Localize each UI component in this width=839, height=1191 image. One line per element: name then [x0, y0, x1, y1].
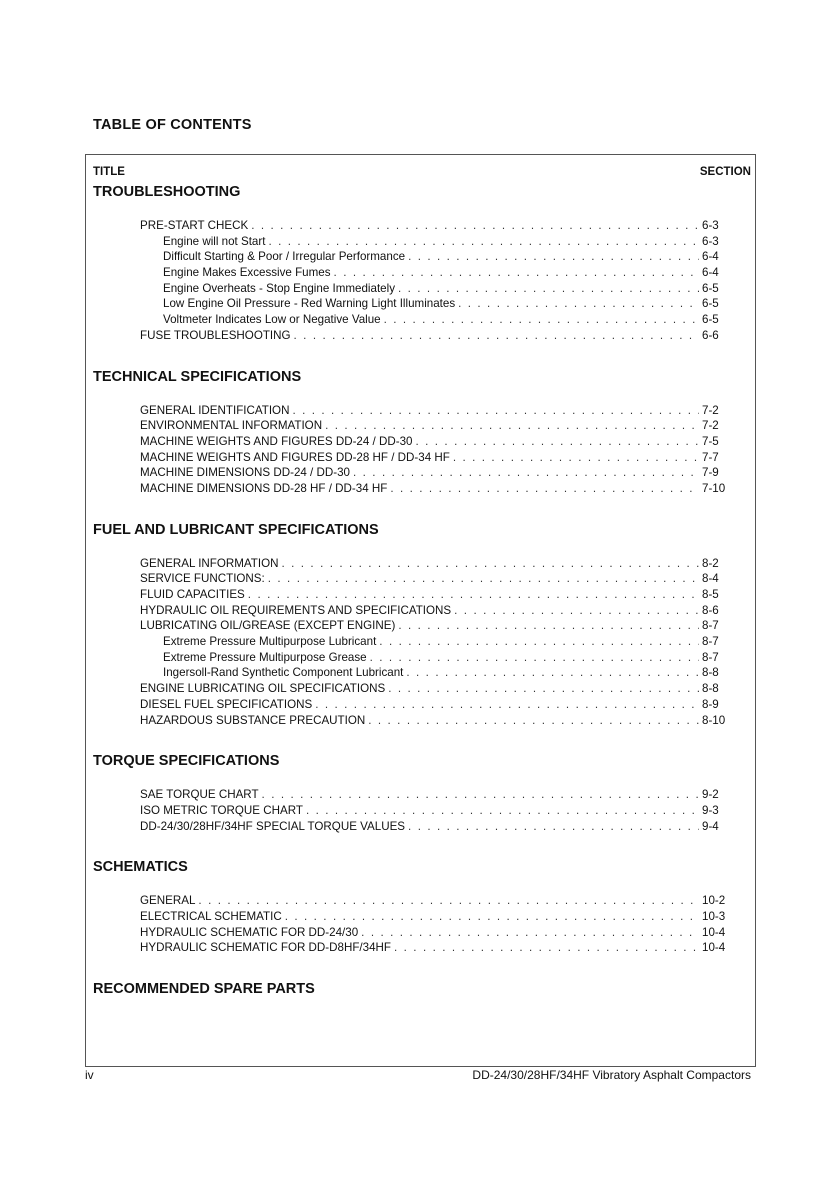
toc-entry-page: 8-10 — [702, 713, 726, 727]
toc-entry[interactable] — [93, 803, 739, 819]
dot-leader — [370, 650, 699, 666]
toc-entry-page: 8-5 — [702, 588, 719, 601]
toc-subentry[interactable] — [93, 265, 739, 281]
toc-entry-page: 7-2 — [702, 419, 719, 433]
toc-entry-page: 8-6 — [702, 603, 719, 617]
toc-entry-label: MACHINE DIMENSIONS DD-24 / DD-30 — [140, 466, 351, 480]
toc-content — [93, 181, 739, 1000]
toc-entry-page: 8-9 — [702, 697, 719, 711]
dot-leader — [453, 450, 699, 466]
toc-entry-list — [93, 893, 739, 956]
section-heading[interactable]: TORQUE SPECIFICATIONS — [93, 753, 280, 770]
toc-entry[interactable] — [93, 418, 739, 434]
toc-subentry[interactable] — [93, 665, 739, 681]
toc-entry-label: Difficult Starting & Poor / Irregular Performance — [163, 250, 406, 264]
toc-entry[interactable] — [93, 893, 739, 909]
section-heading[interactable]: TROUBLESHOOTING — [93, 184, 241, 200]
toc-entry-label: Engine will not Start — [163, 234, 266, 248]
toc-entry-label: GENERAL IDENTIFICATION — [140, 403, 290, 417]
dot-leader — [285, 909, 699, 925]
toc-entry-page: 10-3 — [702, 909, 726, 923]
toc-entry-page: 6-3 — [702, 234, 719, 248]
toc-entry-page: 7-9 — [702, 466, 719, 480]
dot-leader — [292, 403, 699, 419]
toc-entry-label: Engine Overheats - Stop Engine Immediately — [163, 281, 395, 295]
toc-entry[interactable] — [93, 925, 739, 941]
dot-leader — [384, 312, 699, 328]
toc-entry-page: 9-4 — [702, 819, 719, 833]
toc-entry-page: 8-8 — [702, 682, 719, 696]
toc-entry[interactable] — [93, 819, 739, 835]
toc-entry-label: Engine Makes Excessive Fumes — [163, 266, 331, 280]
toc-entry-page: 8-4 — [702, 572, 719, 586]
toc-entry[interactable] — [93, 403, 739, 419]
dot-leader — [294, 328, 699, 344]
toc-entry-list — [93, 403, 739, 497]
toc-entry-label: Extreme Pressure Multipurpose Grease — [163, 650, 367, 664]
toc-entry-label: Extreme Pressure Multipurpose Lubricant — [163, 635, 377, 649]
dot-leader — [251, 218, 699, 234]
toc-entry-label: GENERAL — [140, 894, 196, 908]
toc-entry-label: MACHINE DIMENSIONS DD-28 HF / DD-34 HF — [140, 481, 388, 495]
toc-entry-label: MACHINE WEIGHTS AND FIGURES DD-28 HF / DD-34 HF — [140, 450, 450, 464]
toc-entry-page: 6-5 — [702, 297, 719, 311]
dot-leader — [398, 618, 699, 634]
toc-entry[interactable] — [93, 450, 739, 466]
toc-entry-page: 9-3 — [702, 803, 719, 817]
toc-entry-page: 7-5 — [702, 434, 719, 448]
dot-leader — [306, 803, 699, 819]
section-heading[interactable]: RECOMMENDED SPARE PARTS — [93, 981, 315, 997]
toc-entry-label: DIESEL FUEL SPECIFICATIONS — [140, 697, 313, 711]
dot-leader — [361, 925, 699, 941]
toc-entry-label: PRE-START CHECK — [140, 219, 249, 232]
footer-page-number: iv — [85, 1068, 94, 1082]
toc-entry-page: 8-7 — [702, 619, 719, 633]
toc-entry-page: 6-6 — [702, 328, 719, 342]
toc-entry-label: SAE TORQUE CHART — [140, 788, 259, 802]
toc-entry[interactable] — [93, 465, 739, 481]
dot-leader — [408, 819, 699, 835]
dot-leader — [394, 940, 699, 956]
dot-leader — [416, 434, 700, 450]
dot-leader — [379, 634, 699, 650]
toc-entry[interactable] — [93, 603, 739, 619]
toc-entry-list — [93, 787, 739, 834]
page-title: TABLE OF CONTENTS — [93, 117, 252, 133]
toc-entry-label: FLUID CAPACITIES — [140, 588, 245, 601]
toc-entry[interactable] — [93, 556, 739, 572]
dot-leader — [334, 265, 699, 281]
section-heading[interactable]: SCHEMATICS — [93, 859, 188, 876]
toc-entry-label: Ingersoll-Rand Synthetic Component Lubricant — [163, 666, 404, 680]
toc-entry-page: 8-8 — [702, 666, 719, 680]
toc-entry-label: Low Engine Oil Pressure - Red Warning Light Illuminates — [163, 297, 456, 311]
dot-leader — [315, 697, 699, 713]
toc-entry[interactable] — [93, 481, 739, 497]
toc-entry-label: DD-24/30/28HF/34HF SPECIAL TORQUE VALUES — [140, 819, 406, 833]
toc-subentry[interactable] — [93, 234, 739, 250]
toc-entry-page: 6-5 — [702, 313, 719, 327]
dot-leader — [368, 713, 699, 729]
toc-entry-page: 10-4 — [702, 925, 726, 939]
dot-leader — [198, 893, 699, 909]
toc-subentry[interactable] — [93, 634, 739, 650]
toc-entry[interactable] — [93, 940, 739, 956]
toc-entry-label: Voltmeter Indicates Low or Negative Value — [163, 313, 381, 327]
dot-leader — [282, 556, 700, 572]
toc-entry[interactable] — [93, 618, 739, 634]
column-header-title: TITLE — [93, 166, 125, 178]
toc-entry-list — [93, 556, 739, 729]
toc-entry-label: HAZARDOUS SUBSTANCE PRECAUTION — [140, 713, 366, 727]
toc-entry[interactable] — [93, 681, 739, 697]
toc-entry-label: MACHINE WEIGHTS AND FIGURES DD-24 / DD-30 — [140, 434, 413, 448]
toc-entry-page: 7-2 — [702, 403, 719, 417]
dot-leader — [268, 234, 699, 250]
toc-entry-page: 10-4 — [702, 941, 726, 955]
dot-leader — [268, 571, 699, 587]
toc-entry-page: 6-3 — [702, 219, 719, 232]
toc-subentry[interactable] — [93, 281, 739, 297]
dot-leader — [408, 249, 699, 265]
toc-entry-label: LUBRICATING OIL/GREASE (EXCEPT ENGINE) — [140, 619, 396, 633]
section-heading[interactable]: TECHNICAL SPECIFICATIONS — [93, 368, 302, 385]
toc-entry-label: ISO METRIC TORQUE CHART — [140, 803, 303, 817]
toc-entry-page: 10-2 — [702, 894, 726, 908]
dot-leader — [353, 465, 699, 481]
toc-entry[interactable] — [93, 434, 739, 450]
toc-entry-page: 8-7 — [702, 650, 719, 664]
toc-entry[interactable] — [93, 713, 739, 729]
toc-entry-label: SERVICE FUNCTIONS: — [140, 572, 265, 586]
dot-leader — [388, 681, 699, 697]
toc-subentry[interactable] — [93, 249, 739, 265]
toc-subentry[interactable] — [93, 650, 739, 666]
toc-entry-page: 7-10 — [702, 481, 726, 495]
toc-entry-label: HYDRAULIC SCHEMATIC FOR DD-24/30 — [140, 925, 359, 939]
toc-entry-list — [93, 218, 739, 344]
toc-entry-page: 8-2 — [702, 556, 719, 570]
toc-entry[interactable] — [93, 787, 739, 803]
toc-entry-page: 6-5 — [702, 281, 719, 295]
dot-leader — [248, 587, 699, 603]
footer-document-title: DD-24/30/28HF/34HF Vibratory Asphalt Compactors — [472, 1068, 751, 1082]
toc-entry-label: FUSE TROUBLESHOOTING — [140, 328, 291, 342]
toc-entry-page: 7-7 — [702, 450, 719, 464]
dot-leader — [390, 481, 699, 497]
toc-entry[interactable] — [93, 328, 739, 344]
toc-entry-label: ENVIRONMENTAL INFORMATION — [140, 419, 323, 433]
toc-entry-label: ELECTRICAL SCHEMATIC — [140, 909, 282, 923]
toc-entry[interactable] — [93, 697, 739, 713]
dot-leader — [454, 603, 699, 619]
toc-subentry[interactable] — [93, 296, 739, 312]
toc-entry[interactable] — [93, 571, 739, 587]
toc-entry-page: 9-2 — [702, 788, 719, 802]
toc-entry-label: ENGINE LUBRICATING OIL SPECIFICATIONS — [140, 682, 386, 696]
toc-entry-page: 6-4 — [702, 266, 719, 280]
dot-leader — [406, 665, 699, 681]
toc-entry-page: 6-4 — [702, 250, 719, 264]
toc-entry-page: 8-7 — [702, 635, 719, 649]
dot-leader — [458, 296, 699, 312]
section-heading[interactable]: FUEL AND LUBRICANT SPECIFICATIONS — [93, 521, 379, 538]
toc-entry-label: GENERAL INFORMATION — [140, 556, 279, 570]
toc-entry[interactable] — [93, 909, 739, 925]
column-header-section: SECTION — [699, 166, 751, 178]
dot-leader — [262, 787, 699, 803]
toc-entry[interactable] — [93, 587, 739, 603]
toc-entry[interactable] — [93, 218, 739, 234]
dot-leader — [325, 418, 699, 434]
dot-leader — [398, 281, 699, 297]
toc-entry-label: HYDRAULIC OIL REQUIREMENTS AND SPECIFICATIONS — [140, 603, 452, 617]
toc-subentry[interactable] — [93, 312, 739, 328]
toc-entry-label: HYDRAULIC SCHEMATIC FOR DD-D8HF/34HF — [140, 941, 392, 955]
